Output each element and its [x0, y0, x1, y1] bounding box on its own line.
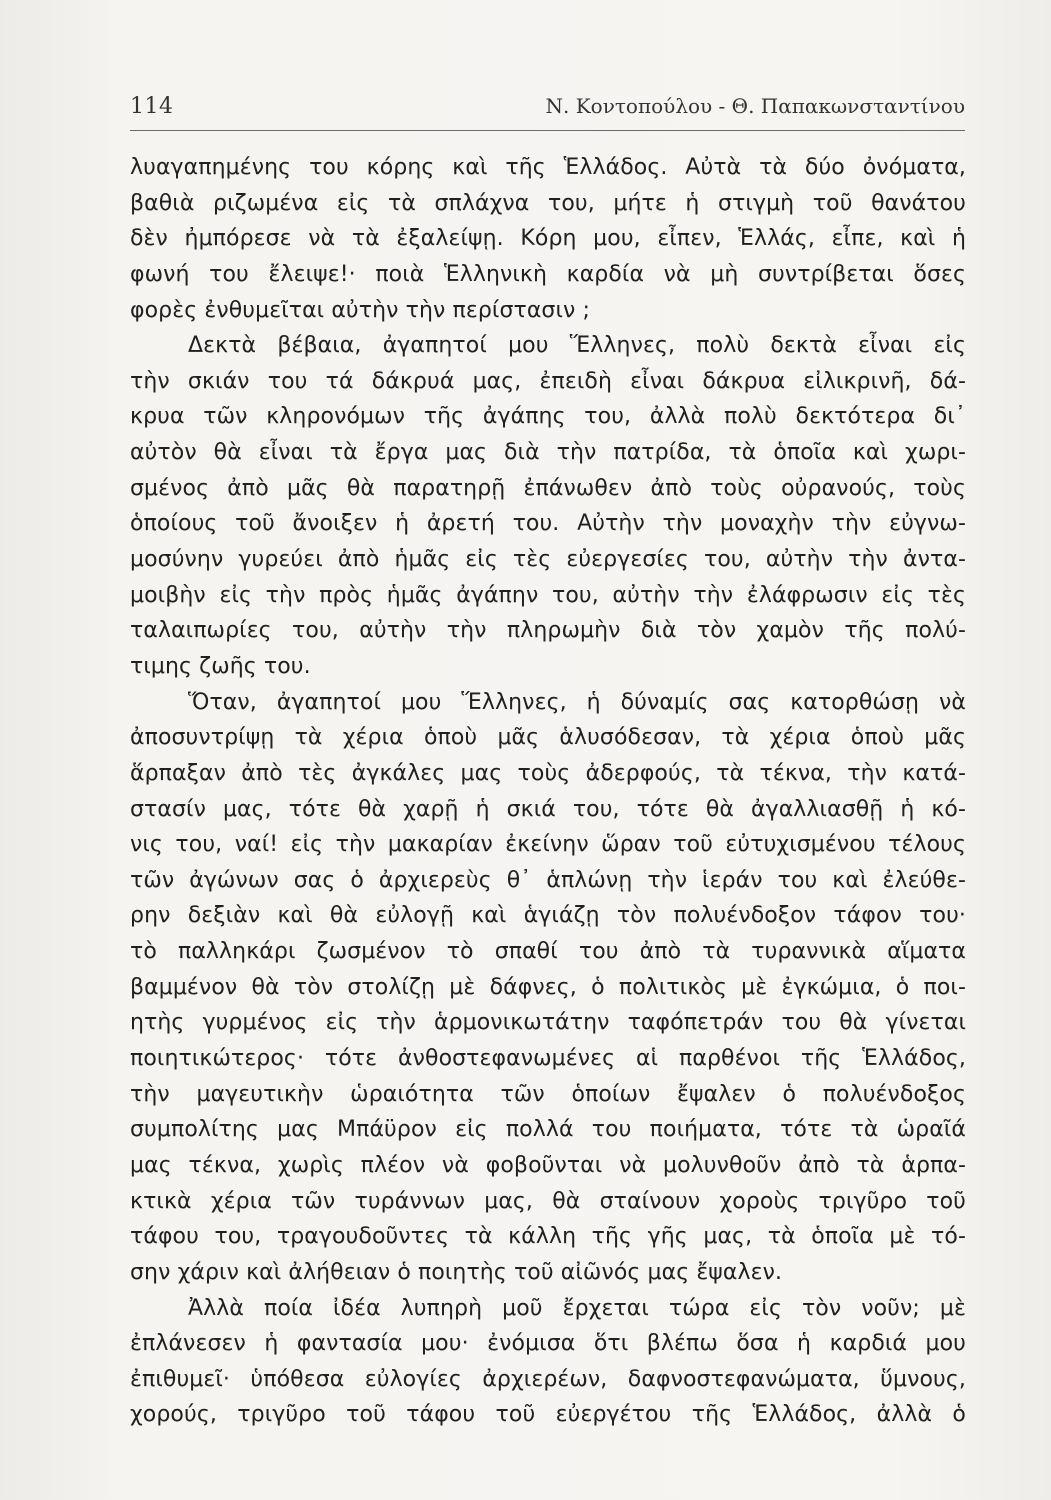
- text-line: βαμμένον θὰ τὸν στολίζῃ μὲ δάφνες, ὁ πολιτικὸς μὲ ἐγκώμια, ὁ ποι-: [130, 974, 966, 1000]
- text-line: τῶν ἀγώνων σας ὁ ἀρχιερεὺς θ᾿ ἁπλώνῃ τὴν ἱεράν του καὶ ἐλεύθε-: [130, 867, 966, 893]
- running-head: Ν. Κοντοπούλου - Θ. Παπακωνσταντίνου: [545, 94, 965, 118]
- paragraph-start-line: Ὅταν, ἀγαπητοί μου Ἕλληνες, ἡ δύναμίς σας κατορθώσῃ νὰ: [188, 689, 966, 715]
- text-line: μοσύνην γυρεύει ἀπὸ ἡμᾶς εἰς τὲς εὐεργεσίες του, αὐτὴν τὴν ἀντα-: [130, 547, 966, 573]
- text-line: ἅρπαξαν ἀπὸ τὲς ἀγκάλες μας τοὺς ἀδερφούς, τὰ τέκνα, τὴν κατά-: [130, 760, 966, 786]
- text-line: συμπολίτης μας Μπάϋρον εἰς πολλά του ποιήματα, τότε τὰ ὡραῖά: [130, 1117, 966, 1143]
- text-line: ἀποσυντρίψῃ τὰ χέρια ὁποὺ μᾶς ἁλυσόδεσαν, τὰ χέρια ὁποὺ μᾶς: [130, 725, 966, 751]
- text-line: χορούς, τριγῦρο τοῦ τάφου τοῦ εὐεργέτου τῆς Ἑλλάδος, ἀλλὰ ὁ: [130, 1402, 966, 1428]
- text-line: νις του, ναί! εἰς τὴν μακαρίαν ἐκείνην ὥραν τοῦ εὐτυχισμένου τέλους: [130, 832, 966, 858]
- body-text: [130, 150, 966, 1433]
- text-line: λυαγαπημένης του κόρης καὶ τῆς Ἑλλάδος. Αὐτὰ τὰ δύο ὀνόματα,: [130, 155, 966, 180]
- text-line: τὴν σκιάν του τά δάκρυά μας, ἐπειδὴ εἶναι δάκρυα εἰλικρινῆ, δά-: [130, 368, 966, 394]
- text-line: μας τέκνα, χωρὶς πλέον νὰ φοβοῦνται νὰ μολυνθοῦν ἀπὸ τὰ ἁρπα-: [130, 1152, 966, 1178]
- paragraph-start-line: Ἀλλὰ ποία ἰδέα λυπηρὴ μοῦ ἔρχεται τώρα εἰς τὸν νοῦν; μὲ: [188, 1295, 966, 1321]
- page-header: [130, 90, 965, 131]
- text-line: φωνή του ἔλειψε!· ποιὰ Ἑλληνικὴ καρδία νὰ μὴ συντρίβεται ὅσες: [130, 261, 966, 287]
- text-line: βαθιὰ ριζωμένα εἰς τὰ σπλάχνα του, μήτε ἡ στιγμὴ τοῦ θανάτου: [130, 190, 966, 216]
- text-line: ποιητικώτερος· τότε ἀνθοστεφανωμένες αἱ παρθένοι τῆς Ἑλλάδος,: [130, 1046, 966, 1072]
- text-line: τάφου του, τραγουδοῦντες τὰ κάλλη τῆς γῆς μας, τὰ ὁποῖα μὲ τό-: [130, 1224, 966, 1250]
- page-number: 114: [130, 94, 174, 119]
- text-line: σην χάριν καὶ ἀλήθειαν ὁ ποιητὴς τοῦ αἰῶνός μας ἔψαλεν.: [130, 1259, 783, 1285]
- text-line: ἐπιθυμεῖ· ὑπόθεσα εὐλογίες ἀρχιερέων, δαφνοστεφανώματα, ὕμνους,: [130, 1366, 966, 1392]
- paragraph-start-line: Δεκτὰ βέβαια, ἀγαπητοί μου Ἕλληνες, πολὺ δεκτὰ εἶναι εἰς: [188, 333, 966, 359]
- text-line: δὲν ἠμπόρεσε νὰ τὰ ἐξαλείψῃ. Κόρη μου, εἶπεν, Ἑλλάς, εἶπε, καὶ ἡ: [130, 226, 966, 252]
- text-line: φορὲς ἐνθυμεῖται αὐτὴν τὴν περίστασιν ;: [130, 297, 591, 323]
- text-line: τιμης ζωῆς του.: [130, 653, 311, 679]
- text-line: αὐτὸν θὰ εἶναι τὰ ἔργα μας διὰ τὴν πατρίδα, τὰ ὁποῖα καὶ χωρι-: [130, 440, 966, 466]
- text-line: στασίν μας, τότε θὰ χαρῇ ἡ σκιά του, τότε θὰ ἀγαλλιασθῇ ἡ κό-: [130, 796, 966, 822]
- text-line: ταλαιπωρίες του, αὐτὴν τὴν πληρωμὴν διὰ τὸν χαμὸν τῆς πολύ-: [130, 618, 966, 644]
- text-line: ητὴς γυρμένος εἰς τὴν ἁρμονικωτάτην ταφόπετράν του θὰ γίνεται: [130, 1010, 966, 1036]
- text-line: ἐπλάνεσεν ἡ φαντασία μου· ἐνόμισα ὅτι βλέπω ὅσα ἡ καρδιά μου: [130, 1331, 966, 1357]
- text-line: τὴν μαγευτικὴν ὡραιότητα τῶν ὁποίων ἔψαλεν ὁ πολυένδοξος: [130, 1081, 966, 1107]
- text-line: κρυα τῶν κληρονόμων τῆς ἀγάπης του, ἀλλὰ πολὺ δεκτότερα δι᾿: [130, 404, 966, 430]
- text-line: μοιβὴν εἰς τὴν πρὸς ἡμᾶς ἀγάπην του, αὐτὴν τὴν ἐλάφρωσιν εἰς τὲς: [130, 582, 966, 608]
- text-line: σμένος ἀπὸ μᾶς θὰ παρατηρῇ ἐπάνωθεν ἀπὸ τοὺς οὐρανούς, τοὺς: [130, 475, 966, 501]
- text-line: ὁποίους τοῦ ἄνοιξεν ἡ ἀρετή του. Αὐτὴν τὴν μοναχὴν τὴν εὐγνω-: [130, 511, 966, 537]
- text-line: τὸ παλληκάρι ζωσμένον τὸ σπαθί του ἀπὸ τὰ τυραννικὰ αἵματα: [130, 939, 966, 965]
- text-line: ρην δεξιὰν καὶ θὰ εὐλογῇ καὶ ἁγιάζῃ τὸν πολυένδοξον τάφον του·: [130, 903, 966, 929]
- text-line: κτικὰ χέρια τῶν τυράννων μας, θὰ σταίνουν χοροὺς τριγῦρο τοῦ: [130, 1188, 966, 1214]
